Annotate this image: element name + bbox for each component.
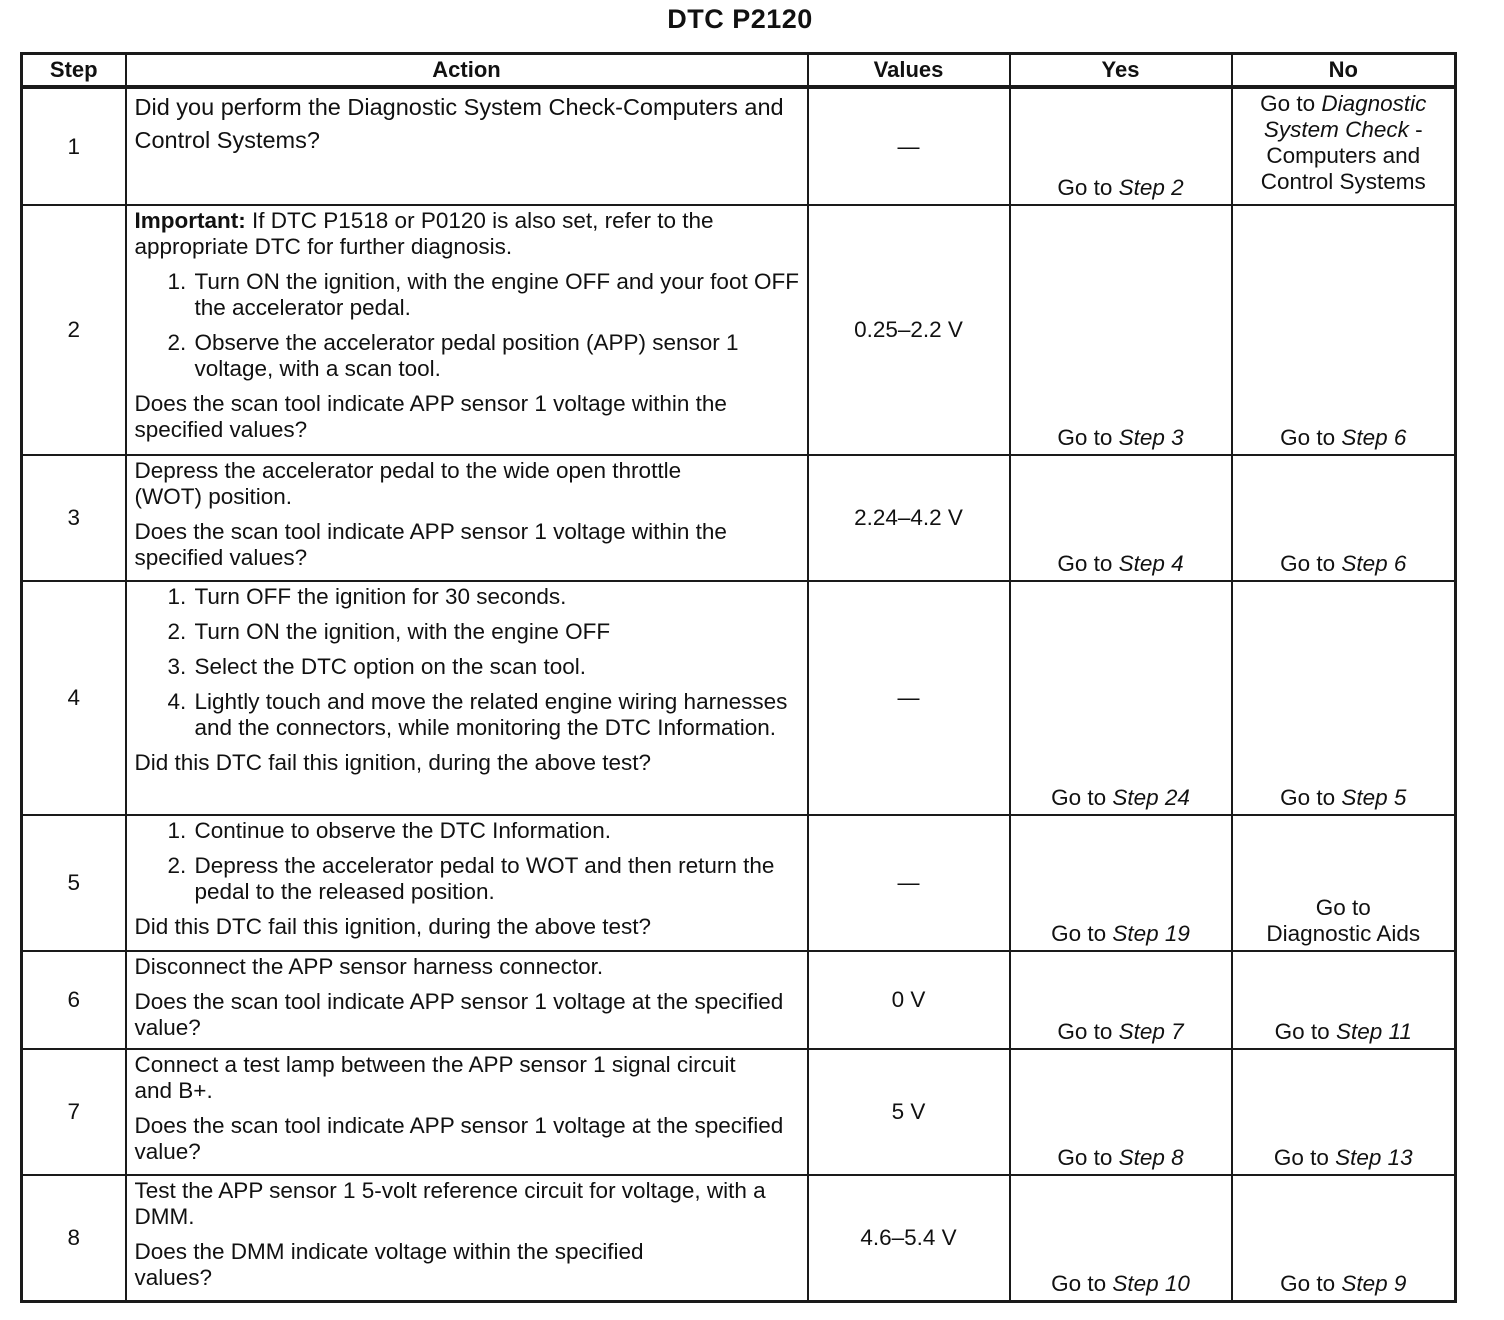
- no-step-link[interactable]: Step 6: [1341, 551, 1407, 576]
- yes-cell: [1010, 951, 1232, 1049]
- action-cell: [126, 455, 808, 581]
- no-step-link[interactable]: Step 11: [1335, 1019, 1412, 1044]
- no-cell: [1232, 205, 1456, 455]
- action-cell: [126, 1049, 808, 1175]
- no-prefix: Go to: [1315, 895, 1371, 920]
- yes-step-link[interactable]: Step 2: [1118, 175, 1184, 200]
- no-cell: [1232, 951, 1456, 1049]
- action-cell: [126, 1175, 808, 1301]
- action-question: Does the scan tool indicate APP sensor 1 voltage within the specified values?: [134, 519, 727, 570]
- yes-step-link[interactable]: Step 19: [1112, 921, 1190, 946]
- list-item: 1. Turn ON the ignition, with the engine OFF and your foot OFF the accelerator pedal.: [193, 269, 801, 321]
- yes-prefix: Go to: [1051, 785, 1113, 810]
- action-cell: [126, 951, 808, 1049]
- yes-cell: [1010, 87, 1232, 205]
- instruction-list: [135, 269, 801, 382]
- table-header-row: [22, 54, 1456, 88]
- action-cell: [126, 581, 808, 815]
- table-row: [22, 1175, 1456, 1301]
- yes-cell: [1010, 815, 1232, 951]
- step-number: 5: [22, 815, 126, 951]
- no-cell: [1232, 581, 1456, 815]
- table-row: [22, 951, 1456, 1049]
- table-row: [22, 815, 1456, 951]
- instruction-list: [135, 584, 801, 741]
- no-target-suffix: Computers and Control Systems: [1260, 143, 1426, 194]
- yes-prefix: Go to: [1057, 175, 1119, 200]
- yes-prefix: Go to: [1057, 425, 1119, 450]
- no-cell: [1232, 815, 1456, 951]
- no-prefix: Go to: [1280, 425, 1342, 450]
- no-prefix: Go to: [1274, 1019, 1336, 1044]
- list-item: 2. Turn ON the ignition, with the engine OFF: [193, 619, 801, 645]
- no-cell: [1232, 1049, 1456, 1175]
- step-number: 2: [22, 205, 126, 455]
- step-number: 3: [22, 455, 126, 581]
- table-row: [22, 87, 1456, 205]
- no-step-link[interactable]: Step 6: [1341, 425, 1407, 450]
- no-step-link[interactable]: Step 13: [1335, 1145, 1413, 1170]
- column-header-action: Action: [126, 54, 808, 88]
- instruction-list: [135, 818, 801, 905]
- list-item: 1. Continue to observe the DTC Information.: [193, 818, 801, 844]
- yes-cell: [1010, 205, 1232, 455]
- value-cell: [808, 87, 1010, 205]
- step-number: 6: [22, 951, 126, 1049]
- list-item: 2. Depress the accelerator pedal to WOT and then return the pedal to the released position.: [193, 853, 801, 905]
- value-text: —: [897, 685, 920, 710]
- yes-prefix: Go to: [1051, 1270, 1113, 1296]
- yes-prefix: Go to: [1057, 551, 1119, 576]
- value-cell: [808, 815, 1010, 951]
- value-cell: [808, 581, 1010, 815]
- no-separator: -: [1408, 117, 1423, 142]
- yes-step-link[interactable]: Step 4: [1118, 551, 1184, 576]
- action-cell: [126, 815, 808, 951]
- yes-step-link[interactable]: Step 8: [1118, 1145, 1184, 1170]
- page-title: DTC P2120: [667, 4, 813, 34]
- no-cell: [1232, 1175, 1456, 1301]
- yes-prefix: Go to: [1051, 921, 1113, 946]
- no-target-link[interactable]: Diagnostic Aids: [1266, 921, 1421, 946]
- important-label: Important:: [134, 208, 246, 233]
- action-question: Does the scan tool indicate APP sensor 1 voltage at the specified value?: [134, 1113, 784, 1164]
- list-item: 3. Select the DTC option on the scan tool.: [193, 654, 801, 680]
- action-instruction: Connect a test lamp between the APP sensor 1 signal circuit and B+.: [134, 1052, 736, 1103]
- list-item: 1. Turn OFF the ignition for 30 seconds.: [193, 584, 801, 610]
- column-header-values: Values: [808, 54, 1010, 88]
- action-question: Does the scan tool indicate APP sensor 1 voltage within the specified values?: [134, 391, 727, 442]
- important-note: [135, 208, 801, 260]
- yes-cell: [1010, 1175, 1232, 1301]
- value-cell: 0.25–2.2 V: [808, 205, 1010, 455]
- action-question: Does the scan tool indicate APP sensor 1 voltage at the specified value?: [134, 989, 784, 1040]
- yes-prefix: Go to: [1057, 1019, 1119, 1044]
- no-prefix: Go to: [1260, 91, 1322, 116]
- step-number: 8: [22, 1175, 126, 1301]
- no-target-link[interactable]: Diagnostic System Check: [1263, 91, 1427, 142]
- yes-step-link[interactable]: Step 10: [1112, 1270, 1190, 1296]
- list-item: 2. Observe the accelerator pedal position (APP) sensor 1 voltage, with a scan tool.: [193, 330, 801, 382]
- table-row: [22, 581, 1456, 815]
- no-cell: [1232, 87, 1456, 205]
- action-cell: [126, 205, 808, 455]
- yes-cell: [1010, 1049, 1232, 1175]
- no-step-link[interactable]: Step 9: [1341, 1270, 1407, 1296]
- yes-step-link[interactable]: Step 24: [1112, 785, 1190, 810]
- no-step-link[interactable]: Step 5: [1341, 785, 1407, 810]
- action-question: Does the DMM indicate voltage within the specified values?: [134, 1239, 644, 1290]
- value-cell: 4.6–5.4 V: [808, 1175, 1010, 1301]
- value-text: —: [897, 870, 920, 895]
- yes-prefix: Go to: [1057, 1145, 1119, 1170]
- value-cell: 2.24–4.2 V: [808, 455, 1010, 581]
- list-item: 4. Lightly touch and move the related engine wiring harnesses and the connectors, while monitoring the DTC Information.: [193, 689, 801, 741]
- action-instruction: Depress the accelerator pedal to the wide open throttle (WOT) position.: [134, 458, 682, 509]
- value-cell: 5 V: [808, 1049, 1010, 1175]
- step-number: 4: [22, 581, 126, 815]
- action-instruction: Did you perform the Diagnostic System Check-Computers and Control Systems?: [134, 94, 784, 153]
- step-number: 1: [22, 87, 126, 205]
- no-prefix: Go to: [1280, 785, 1342, 810]
- yes-cell: [1010, 581, 1232, 815]
- no-cell: [1232, 455, 1456, 581]
- step-number: 7: [22, 1049, 126, 1175]
- no-prefix: Go to: [1280, 551, 1342, 576]
- action-question: Did this DTC fail this ignition, during the above test?: [134, 750, 652, 775]
- diagnostic-table: [20, 52, 1457, 1303]
- important-text: If DTC P1518 or P0120 is also set, refer to the appropriate DTC for further diagnosis.: [134, 208, 714, 259]
- yes-step-link[interactable]: Step 7: [1118, 1019, 1184, 1044]
- action-instruction: Disconnect the APP sensor harness connector.: [134, 954, 604, 979]
- action-question: Did this DTC fail this ignition, during the above test?: [134, 914, 652, 939]
- action-cell: [126, 87, 808, 205]
- no-prefix: Go to: [1273, 1145, 1336, 1170]
- action-instruction: Test the APP sensor 1 5-volt reference circuit for voltage, with a DMM.: [134, 1178, 766, 1229]
- table-row: [22, 205, 1456, 455]
- yes-step-link[interactable]: Step 3: [1118, 425, 1184, 450]
- table-row: [22, 455, 1456, 581]
- column-header-step: Step: [22, 54, 126, 88]
- table-row: [22, 1049, 1456, 1175]
- no-prefix: Go to: [1280, 1270, 1342, 1296]
- value-cell: 0 V: [808, 951, 1010, 1049]
- column-header-yes: Yes: [1010, 54, 1232, 88]
- yes-cell: [1010, 455, 1232, 581]
- value-text: —: [897, 133, 920, 159]
- column-header-no: No: [1232, 54, 1456, 88]
